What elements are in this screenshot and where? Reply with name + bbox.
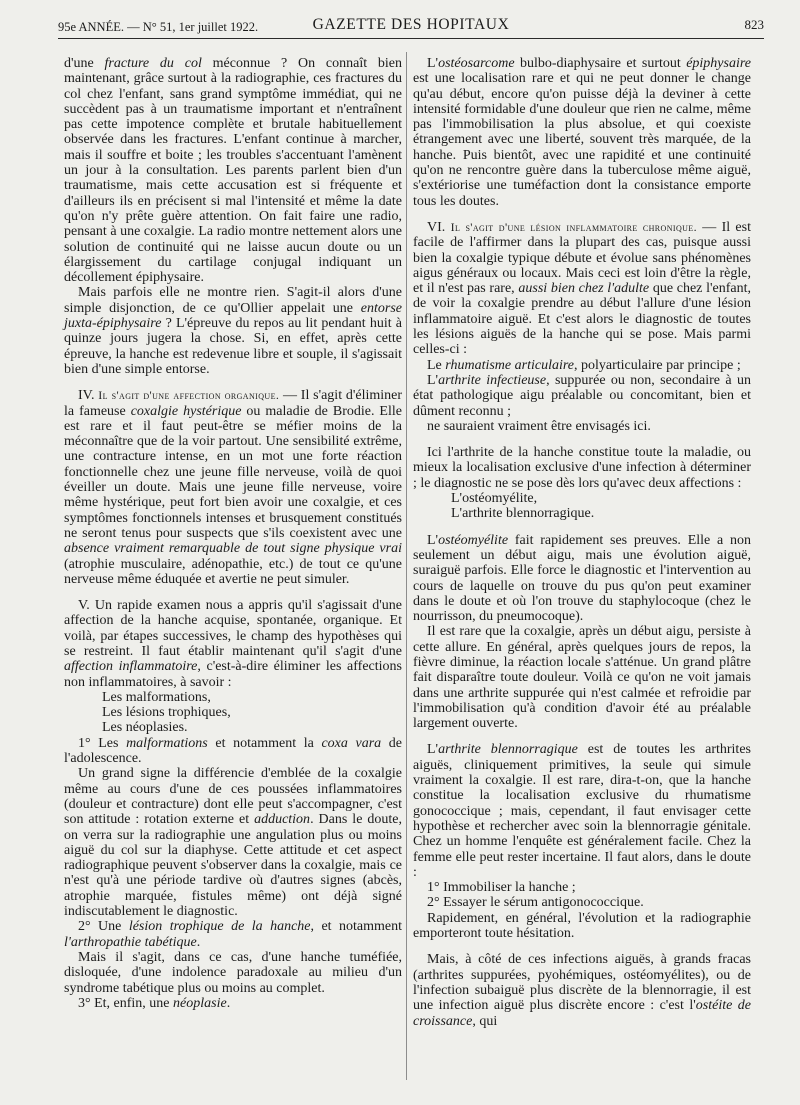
paragraph [413,533,751,625]
text-run: , suppurée ou non, secondaire à un état pathologique aigu préalable ou concomitant, bien et dûment reconnu ; [413,372,751,419]
paragraph [413,373,751,419]
paragraph [64,388,402,587]
italic-text: entorse juxta-épiphysaire [64,300,402,332]
paragraph [413,220,751,358]
text-run: de l'adolescence. [64,735,402,767]
paragraph [64,950,402,996]
paragraph [64,736,402,767]
italic-text: ostéomyélite [438,532,509,548]
journal-title: GAZETTE DES HOPITAUX [312,16,510,33]
text-run: V. Un rapide examen nous a appris qu'il s'agissait d'une affection de la hanche acquise, spontanée, organique. Et voilà, par étapes successives, le champ des hypothèses qui se restreint. Il faut établir maintenant qu'il s'agit d'une [64,598,402,659]
paragraph [413,445,751,491]
paragraph [413,895,751,910]
italic-text: rhumatisme articulaire [445,357,574,373]
page-number: 823 [744,17,764,32]
italic-text: lésion trophique de la hanche [128,919,311,935]
running-header [58,14,764,39]
text-run: L'arthrite blennorragique. [451,506,595,522]
italic-text: ostéosarcome [438,56,515,71]
text-run: fait rapidement ses preuves. Elle a non seulement un début aigu, mais une évolution aiguë, suraiguë parfois. Elle force le diagnostic et l'intervention au cours de laquelle on trouve du pus qu'on peut examiner dans le doute et où l'on trouve du staphylocoque (chez le nourrisson, du pneumocoque). [413,532,751,625]
text-run: L' [427,532,439,548]
text-run: 1° Immobiliser la hanche ; [427,880,576,896]
text-run: L' [427,742,439,758]
paragraph [413,911,751,942]
paragraph [64,285,402,377]
text-run: Le [427,357,446,373]
italic-text: arthrite infectieuse [438,372,547,388]
text-run: . Dans le doute, on verra sur la radiographie une angulation plus ou moins aiguë du col sur la diaphyse. Cette attitude et cet aspect radiographique peuvent s'observer dans la coxalgie, mais ce n'est qu'à une période tardive où d'autres signes (abcès, atrophie marquée, fistules même) ont déjà signé indiscutablement le diagnostic. [64,812,402,920]
text-run: Ici l'arthrite de la hanche constitue toute la maladie, ou mieux la localisation exclusive d'une infection à déterminer ; le diagnostic ne se pose dès lors qu'avec deux affections : [413,445,751,491]
text-run: 3° Et, enfin, une [78,995,174,1011]
text-run: Les néoplasies. [102,720,188,736]
italic-text: affection inflammatoire [64,659,198,675]
paragraph [413,358,751,373]
text-run: IV. [78,388,99,404]
italic-text: ostéite de croissance [413,998,751,1029]
paragraph [413,419,751,434]
italic-text: épiphysaire [686,56,751,71]
paragraph [413,880,751,895]
paragraph [64,766,402,919]
text-run: ou maladie de Brodie. Elle est rare et il faut peut-être se méfier moins de la méconnaître que de la voir partout. Une sensibilité extrême, une contracture intense, en un mot une forte réaction fonctionnelle chez une jeune fille nerveuse, voilà de quoi éveiller un doute. Mais une jeune fille nerveuse, voire même hystérique, peut fort bien avoir une coxalgie, et ces symptômes fonctionnels intenses et brusquement constitués ne seront tenus pour suspects que s'ils coexistent avec une [64,403,402,541]
italic-text: coxa vara [321,735,382,751]
italic-text: aussi bien chez l'adulte [518,281,650,297]
text-run: est une localisation rare et qui ne peut donner le change qu'au début, encore qu'on puisse déjà la deviner à cette intensité formidable d'une douleur que rien ne calme, même pas l'immobilisation la plus absolue, et qui coexiste étrangement avec une liberté, souvent très marquée, de la hanche. Puis bientôt, avec une rapidité et une continuité qu'on ne rencontre guère dans la tuberculose même aiguë, s'extériorise une tuméfaction dont la consistance emporte tous les doutes. [413,71,751,209]
text-run: , et notamment [310,919,402,935]
issue-info: 95e ANNÉE. — N° 51, 1er juillet 1922. [58,20,259,34]
left-column [64,56,402,1011]
text-run: que chez l'enfant, de voir la coxalgie prendre au début l'allure d'une lésion inflammatoire aiguë. Et c'est alors le diagnostic de toutes les lésions aiguës de la hanche qui se pose. Mais parmi celles-ci : [413,281,751,358]
text-run: ne sauraient vraiment être envisagés ici. [427,418,651,434]
text-run: . [196,934,201,950]
text-run: 2° Une [78,919,129,935]
paragraph [413,491,751,506]
paragraph [413,742,751,880]
italic-text: absence vraiment remarquable de tout signe physique vrai [64,541,402,557]
italic-text: malformations [126,735,208,751]
paragraph [64,598,402,690]
text-run: 2° Essayer le sérum antigonococcique. [427,895,644,911]
text-run: ? L'épreuve du repos au lit pendant huit à quinze jours jugera la chose. Si, en effet, après cette épreuve, la hanche est redevenue libre et souple, il s'agissait bien d'une simple entorse. [64,316,402,377]
paragraph [64,996,402,1011]
text-run: — Il s'agit d'éliminer la fameuse [64,388,403,419]
italic-text: fracture du col [104,56,202,71]
text-run: L' [427,372,439,388]
text-run: bulbo-diaphysaire et surtout [514,56,687,71]
text-run: Mais, à côté de ces infections aiguës, à grands fracas (arthrites suppurées, pyohémiques, ostéomyélites), ou de l'infection subaiguë plus discrète de la blennorragie, il est une infection aiguë plus discrète encore : c'est l' [413,952,751,1014]
paragraph [64,720,402,735]
text-run: méconnue ? On connaît bien maintenant, grâce surtout à la radiographie, ces fractures du col chez l'enfant, sans grand symptôme immédiat, qui ne succèdent pas à un traumatisme important et n'entraînent pas cette impotence complète et brutale habituellement observée dans les fractures. L'enfant continue à marcher, mais il souffre et boite ; les troubles s'accentuant l'amènent un jour à la consultation. Les parents parlent bien d'un traumatisme, mais cette accusation est si fréquente et d'ailleurs ils en précisent si mal l'intensité et même la date qu'on n'y prête guère attention. On fait faire une radio, pensant à une coxalgie. La radio montre nettement alors une solution de continuité qui ne laisse aucun doute ou un élargissement du cartilage conjugal indiquant un décollement épiphysaire. [64,56,403,286]
text-run: Les malformations, [102,689,211,705]
text-run: Mais parfois elle ne montre rien. S'agit-il alors d'une simple disjonction, de ce qu'Ollier appelait une [64,285,402,316]
text-run: . [226,995,231,1011]
text-run: Rapidement, en général, l'évolution et la radiographie emporteront toute hésitation. [413,910,751,942]
text-run: Il est rare que la coxalgie, après un début aigu, persiste à cette allure. En général, après quelques jours de repos, la fièvre diminue, la réaction locale s'atténue. Un grand plâtre fait disparaître toute douleur. Voilà ce qu'on ne voit jamais dans une arthrite suppurée qui n'est calmée et refroidie par l'immobilisation qu'à condition d'avoir été au préalable largement ouverte. [413,624,751,732]
paragraph [413,952,751,1028]
text-run: , polyarticulaire par principe ; [574,357,741,373]
paragraph [413,56,751,209]
text-run: et notamment la [207,735,322,751]
text-run: — Il est facile de l'affirmer dans la plupart des cas, puisque aussi bien la coxalgie typique débute et évolue sans phénomènes aigus généraux ou locaux. Mais ceci est loin d'être la règle, et il n'est pas rare, [413,219,751,297]
text-run: Les lésions trophiques, [102,705,231,721]
text-run: , c'est-à-dire éliminer les affections non inflammatoires, à savoir : [64,659,402,690]
italic-text: adduction [254,812,311,828]
italic-text: arthrite blennorragique [438,742,578,758]
italic-text: coxalgie hystérique [130,403,242,419]
section-heading: Il s'agit d'une lésion inflammatoire chronique. [450,219,697,234]
paragraph [413,506,751,521]
text-run: , qui [472,1013,498,1029]
italic-text: néoplasie [173,995,227,1011]
paragraph [64,690,402,705]
text-run: 1° Les [78,735,127,751]
text-run: est de toutes les arthrites aiguës, cliniquement primitives, la seule qui simule vraiment la coxalgie. Il est rare, dira-t-on, que la hanche constitue la localisation exclusive du rhumatisme gonococcique ; mais, cependant, il faut envisager cette hypothèse et rechercher avec soin la blennorragie génitale. Chez un homme l'enquête est généralement facile. Chez la femme elle peut rester incertaine. Il faut alors, dans le doute : [413,742,751,880]
text-run: (atrophie musculaire, adénopathie, etc.) de tout ce qu'une nerveuse même éduquée et avertie ne peut simuler. [64,556,402,587]
text-run: VI. [427,219,451,235]
right-column [413,56,751,1029]
text-run: L' [427,56,439,71]
paragraph [413,624,751,731]
paragraph [64,705,402,720]
paragraph [64,919,402,950]
text-run: L'ostéomyélite, [451,491,538,507]
column-divider [406,52,407,1080]
paragraph [64,56,402,285]
text-run: d'une [64,56,105,71]
section-heading: Il s'agit d'une affection organique. [98,388,280,403]
italic-text: l'arthropathie tabétique [64,934,197,950]
text-run: Un grand signe la différencie d'emblée de la coxalgie même au cours d'une de ces poussées inflammatoires (douleur et contracture) dont elle peut s'accompagner, c'est son attitude : rotation externe et [64,766,402,828]
text-run: Mais il s'agit, dans ce cas, d'une hanche tuméfiée, disloquée, d'une indolence paradoxale au milieu d'un syndrome tabétique plus ou moins au complet. [64,949,402,996]
